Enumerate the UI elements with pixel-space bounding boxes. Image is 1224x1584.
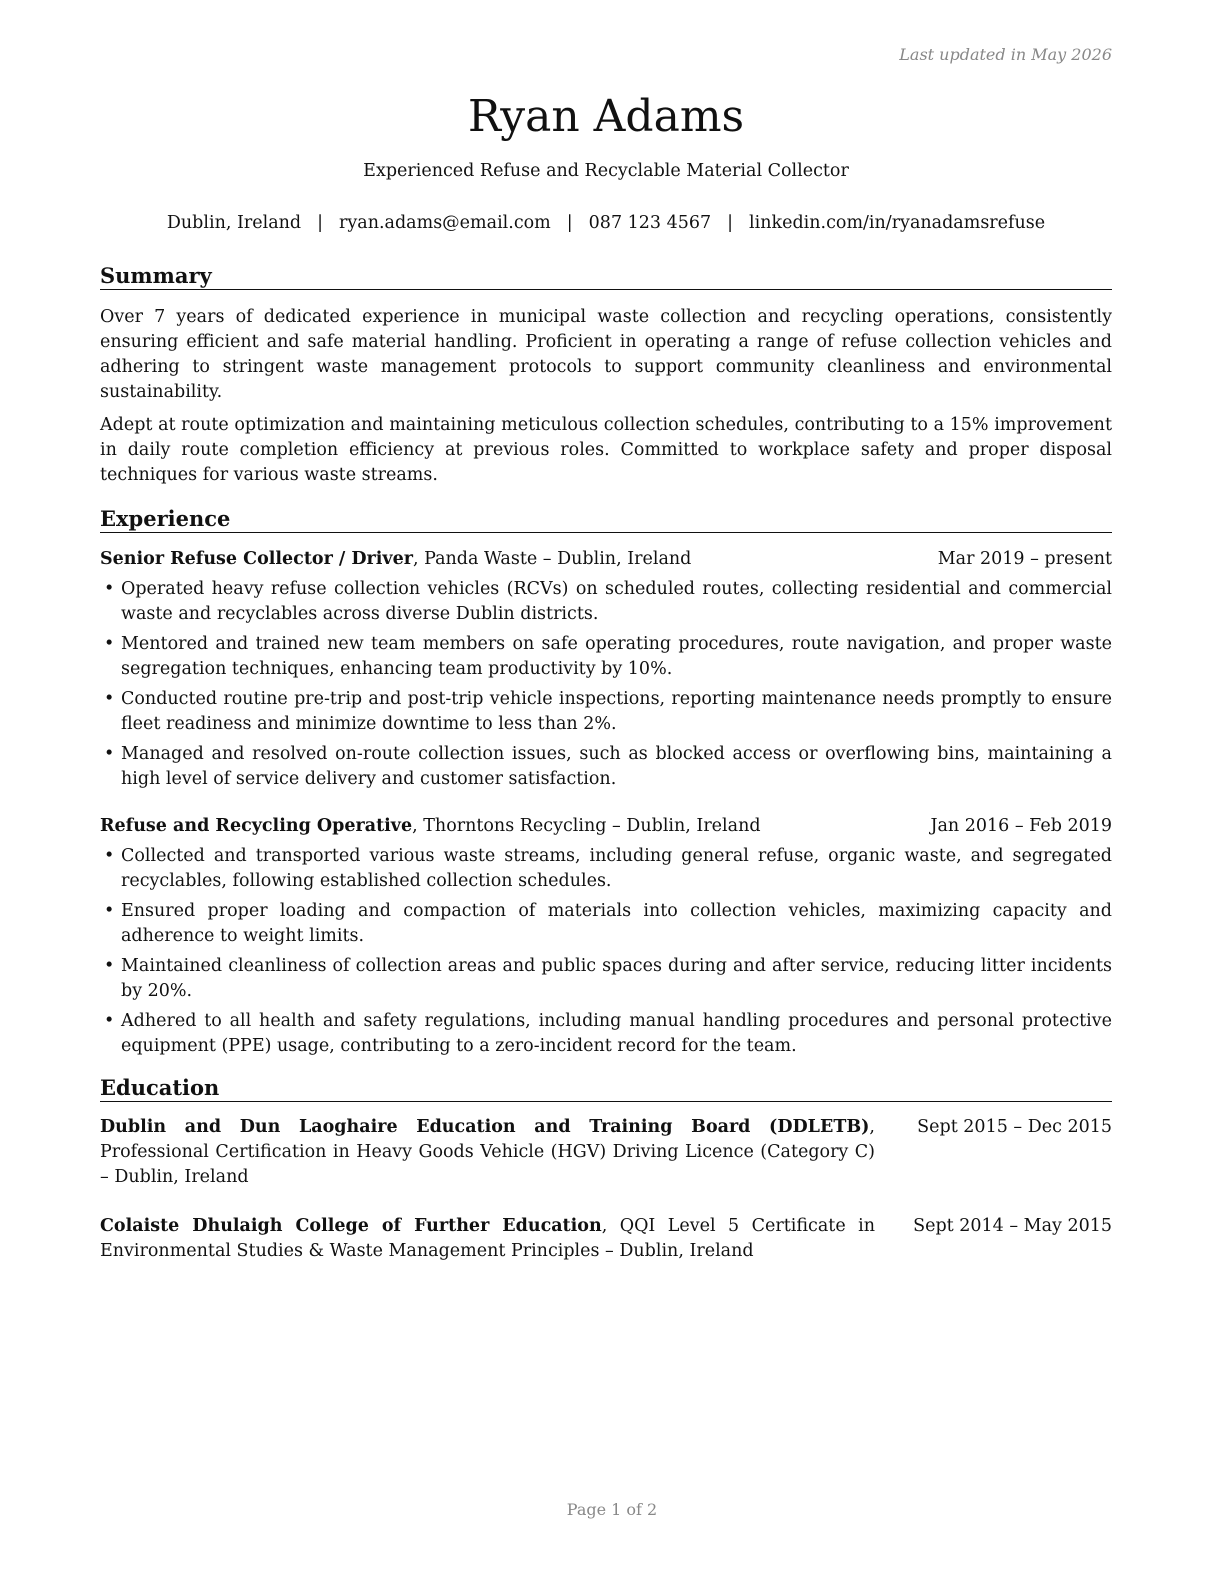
bullet-text: Managed and resolved on-route collection issues, such as blocked access or overflowing bins, maintaining a high level of service delivery and customer satisfaction. [121, 744, 1112, 789]
bullet-icon: • [104, 634, 115, 654]
list-item [100, 844, 1112, 894]
bullet-icon: • [104, 1011, 115, 1031]
candidate-headline: Experienced Refuse and Recyclable Material Collector [363, 161, 849, 181]
job-title: Refuse and Recycling Operative [100, 816, 413, 836]
bullet-text: Ensured proper loading and compaction of materials into collection vehicles, maximizing capacity and adherence to weight limits. [121, 901, 1112, 946]
summary-paragraph: Adept at route optimization and maintaining meticulous collection schedules, contributing to a 15% improvement in daily route completion efficiency at previous roles. Committed to workplace safety and proper disposal techniques for various waste streams. [100, 415, 1112, 485]
job-company: , Panda Waste – Dublin, Ireland [412, 549, 692, 569]
summary-paragraph: Over 7 years of dedicated experience in municipal waste collection and recycling operations, consistently ensuring efficient and safe material handling. Proficient in operating a range of refuse collection vehicles and adhering to stringent waste management protocols to support community cleanliness and environmental sustainability. [100, 307, 1112, 402]
job-bullets [100, 844, 1112, 1059]
bullet-text: Adhered to all health and safety regulations, including manual handling procedures and personal protective equipment (PPE) usage, contributing to a zero-incident record for the team. [121, 1011, 1112, 1056]
section-title-summary: Summary [100, 263, 1112, 290]
bullet-icon: • [104, 744, 115, 764]
bullet-text: Mentored and trained new team members on safe operating procedures, route navigation, and proper waste segregation techniques, enhancing team productivity by 10%. [121, 634, 1112, 679]
education-entry [100, 1214, 1112, 1264]
list-item [100, 632, 1112, 682]
job-company: , Thorntons Recycling – Dublin, Ireland [412, 816, 761, 836]
bullet-text: Operated heavy refuse collection vehicles (RCVs) on scheduled routes, collecting residential and commercial waste and recyclables across diverse Dublin districts. [121, 579, 1112, 624]
education-description [100, 1214, 875, 1264]
education-detail: , QQI Level 5 Certificate in Environmental Studies & Waste Management Principles – Dublin, Ireland [100, 1216, 876, 1261]
bullet-icon: • [104, 579, 115, 599]
bullet-text: Conducted routine pre-trip and post-trip vehicle inspections, reporting maintenance needs promptly to ensure fleet readiness and minimize downtime to less than 2%. [121, 689, 1112, 734]
job-dates: Jan 2016 – Feb 2019 [930, 816, 1112, 836]
experience-entry [100, 814, 1112, 1059]
list-item [100, 899, 1112, 949]
bullet-icon: • [104, 846, 115, 866]
list-item [100, 577, 1112, 627]
section-title-experience: Experience [100, 506, 1112, 533]
education-dates: Sept 2014 – May 2015 [913, 1216, 1112, 1236]
job-role [100, 547, 691, 572]
contact-phone[interactable]: 087 123 4567 [588, 213, 712, 233]
contact-linkedin[interactable]: linkedin.com/in/ryanadamsrefuse [749, 213, 1046, 233]
education-detail: , Professional Certification in Heavy Goods Vehicle (HGV) Driving Licence (Category C) – Dublin, Ireland [100, 1117, 875, 1187]
education-institution: Colaiste Dhulaigh College of Further Education [100, 1216, 602, 1236]
contact-location: Dublin, Ireland [166, 213, 302, 233]
job-title: Senior Refuse Collector / Driver [100, 549, 413, 569]
bullet-icon: • [104, 901, 115, 921]
summary-section [100, 263, 1112, 488]
contact-separator: | [727, 213, 734, 233]
education-institution: Dublin and Dun Laoghaire Education and Training Board (DDLETB) [100, 1117, 870, 1137]
bullet-text: Maintained cleanliness of collection areas and public spaces during and after service, reducing litter incidents by 20%. [121, 956, 1112, 1001]
contact-separator: | [317, 213, 324, 233]
bullet-icon: • [104, 689, 115, 709]
education-entry [100, 1115, 1112, 1190]
education-section [100, 1075, 1112, 1264]
contact-line [100, 211, 1112, 235]
job-dates: Mar 2019 – present [937, 549, 1112, 569]
experience-section [100, 506, 1112, 1059]
bullet-icon: • [104, 956, 115, 976]
education-dates: Sept 2015 – Dec 2015 [917, 1117, 1112, 1137]
page-number: Page 1 of 2 [566, 1500, 658, 1519]
bullet-text: Collected and transported various waste streams, including general refuse, organic waste, and segregated recyclables, following established collection schedules. [121, 846, 1112, 891]
list-item [100, 1009, 1112, 1059]
section-title-education: Education [100, 1075, 1112, 1102]
list-item [100, 954, 1112, 1004]
experience-entry [100, 547, 1112, 792]
last-updated: Last updated in May 2026 [899, 45, 1112, 64]
education-description [100, 1115, 875, 1190]
job-bullets [100, 577, 1112, 792]
candidate-name: Ryan Adams [467, 91, 745, 142]
list-item [100, 742, 1112, 792]
contact-email[interactable]: ryan.adams@email.com [339, 213, 551, 233]
list-item [100, 687, 1112, 737]
job-role [100, 814, 761, 839]
job-header [100, 547, 1112, 572]
contact-separator: | [566, 213, 573, 233]
job-header [100, 814, 1112, 839]
